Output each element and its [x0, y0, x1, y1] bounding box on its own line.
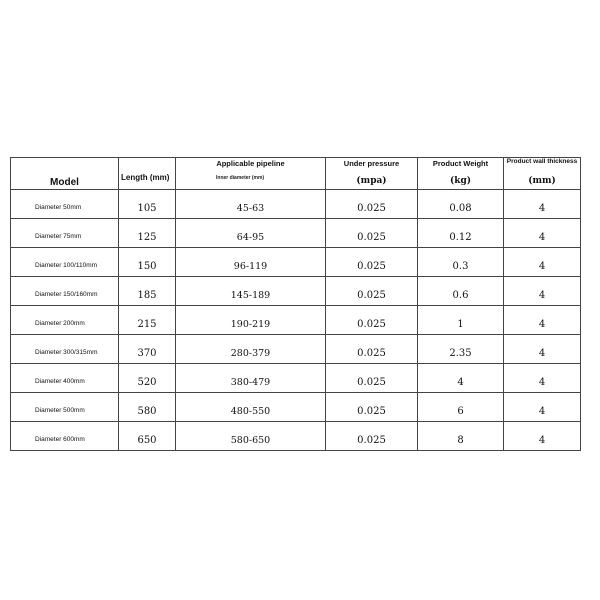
header-pressure: [326, 158, 418, 190]
table-row: [11, 422, 581, 451]
cell-model: Diameter 150/160mm: [11, 277, 119, 306]
cell-pipeline: 480-550: [176, 393, 326, 422]
header-pipeline-subtitle: Inner diameter (mm): [216, 175, 265, 181]
cell-wall: 4: [504, 277, 581, 306]
header-weight-title: Product Weight: [432, 159, 489, 168]
cell-pressure: 0.025: [326, 277, 418, 306]
table-row: [11, 364, 581, 393]
cell-length: 185: [119, 277, 176, 306]
cell-pressure: 0.025: [326, 219, 418, 248]
cell-model: Diameter 400mm: [11, 364, 119, 393]
table-row: [11, 393, 581, 422]
product-spec-table: [10, 157, 581, 451]
header-weight: [418, 158, 504, 190]
cell-pipeline: 190-219: [176, 306, 326, 335]
cell-pipeline: 64-95: [176, 219, 326, 248]
cell-pressure: 0.025: [326, 335, 418, 364]
cell-pressure: 0.025: [326, 306, 418, 335]
cell-weight: 2.35: [418, 335, 504, 364]
cell-length: 650: [119, 422, 176, 451]
cell-wall: 4: [504, 335, 581, 364]
cell-model: Diameter 50mm: [11, 190, 119, 219]
cell-pressure: 0.025: [326, 393, 418, 422]
cell-wall: 4: [504, 393, 581, 422]
cell-model: Diameter 300/315mm: [11, 335, 119, 364]
cell-pressure: 0.025: [326, 248, 418, 277]
cell-wall: 4: [504, 248, 581, 277]
cell-length: 105: [119, 190, 176, 219]
header-pipeline: [176, 158, 326, 190]
cell-pipeline: 380-479: [176, 364, 326, 393]
header-pipeline-title: Applicable pipeline: [216, 159, 285, 168]
header-model: Model: [11, 158, 119, 190]
cell-weight: 4: [418, 364, 504, 393]
cell-pressure: 0.025: [326, 190, 418, 219]
cell-model: Diameter 75mm: [11, 219, 119, 248]
header-weight-unit: (kg): [449, 176, 472, 186]
cell-pipeline: 45-63: [176, 190, 326, 219]
cell-pipeline: 280-379: [176, 335, 326, 364]
cell-length: 370: [119, 335, 176, 364]
header-pressure-unit: (mpa): [356, 176, 387, 186]
cell-length: 520: [119, 364, 176, 393]
cell-weight: 0.08: [418, 190, 504, 219]
cell-pressure: 0.025: [326, 364, 418, 393]
cell-weight: 1: [418, 306, 504, 335]
cell-weight: 0.3: [418, 248, 504, 277]
table-row: [11, 248, 581, 277]
cell-model: Diameter 600mm: [11, 422, 119, 451]
header-row: [11, 158, 581, 190]
cell-weight: 0.12: [418, 219, 504, 248]
cell-wall: 4: [504, 219, 581, 248]
cell-length: 580: [119, 393, 176, 422]
header-length: Length (mm): [119, 158, 176, 190]
cell-length: 150: [119, 248, 176, 277]
cell-length: 215: [119, 306, 176, 335]
table-row: [11, 306, 581, 335]
cell-weight: 8: [418, 422, 504, 451]
spec-sheet: [10, 157, 580, 457]
cell-wall: 4: [504, 422, 581, 451]
header-pressure-title: Under pressure: [343, 159, 400, 168]
table-row: [11, 219, 581, 248]
header-wall: [504, 158, 581, 190]
table-row: [11, 190, 581, 219]
table-row: [11, 277, 581, 306]
cell-pipeline: 96-119: [176, 248, 326, 277]
cell-pressure: 0.025: [326, 422, 418, 451]
cell-model: Diameter 500mm: [11, 393, 119, 422]
cell-wall: 4: [504, 306, 581, 335]
cell-length: 125: [119, 219, 176, 248]
cell-weight: 0.6: [418, 277, 504, 306]
cell-model: Diameter 100/110mm: [11, 248, 119, 277]
cell-pipeline: 580-650: [176, 422, 326, 451]
cell-weight: 6: [418, 393, 504, 422]
cell-wall: 4: [504, 190, 581, 219]
cell-model: Diameter 200mm: [11, 306, 119, 335]
table-row: [11, 335, 581, 364]
cell-pipeline: 145-189: [176, 277, 326, 306]
header-wall-unit: (mm): [528, 176, 556, 186]
header-wall-title: Product wall thickness: [506, 158, 578, 165]
cell-wall: 4: [504, 364, 581, 393]
